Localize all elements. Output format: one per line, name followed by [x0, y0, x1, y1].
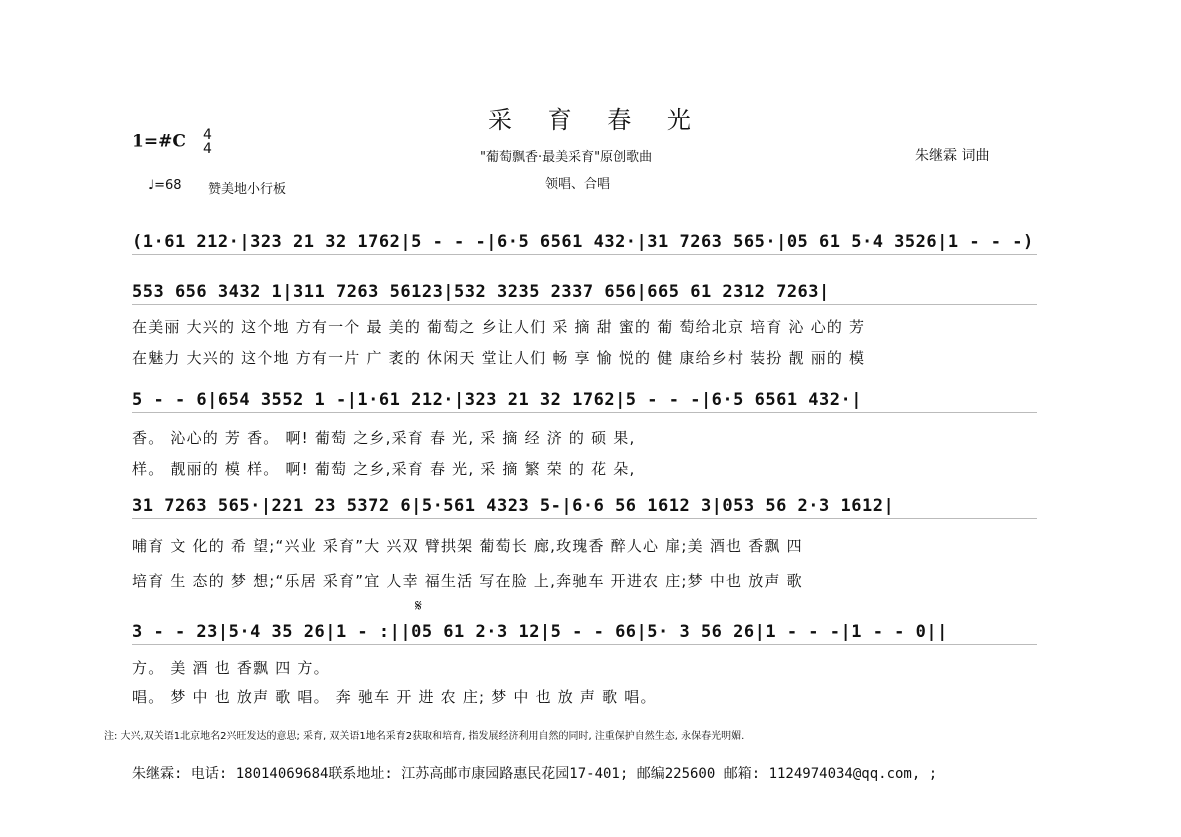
lyric-line-4-verse-1: 哺育 文 化的 希 望;“兴业 采育”大 兴双 臂拱架 葡萄长 廊,玫瑰香 醉人心 扉;美 酒也 香飘 四 — [132, 537, 803, 555]
time-sig-bottom: 4 — [202, 141, 212, 157]
footnote: 注: 大兴,双关语1北京地名2兴旺发达的意思; 采育, 双关语1地名采育2获取和培育, 指发展经济利用自然的同时, 注重保护自然生态, 永保春光明媚. — [104, 731, 745, 742]
staff-line-1: (1·61 212·|323 21 32 1762|5 - - -|6·5 6561 432·|31 7263 565·|05 61 5·4 3526|1 - - -) — [132, 232, 1037, 255]
lyric-line-2-verse-1: 在美丽 大兴的 这个地 方有一个 最 美的 葡萄之 乡让人们 采 摘 甜 蜜的 葡 萄给北京 培育 沁 心的 芳 — [132, 318, 866, 336]
contact-info: 朱继霖: 电话: 18014069684联系地址: 江苏高邮市康园路惠民花园17-401; 邮编225600 邮箱: 1124974034@qq.com, ; — [132, 766, 938, 782]
time-signature — [203, 128, 212, 156]
lyric-line-4-verse-2: 培育 生 态的 梦 想;“乐居 采育”宜 人幸 福生活 写在脸 上,奔驰车 开进农 庄;梦 中也 放声 歌 — [132, 572, 803, 590]
tempo-marking: ♩=68 — [148, 178, 182, 193]
staff-line-2: 553 656 3432 1|311 7263 56123|532 3235 2337 656|665 61 2312 7263| — [132, 282, 1037, 305]
lyric-line-3-verse-1: 香。 沁心的 芳 香。 啊! 葡萄 之乡,采育 春 光, 采 摘 经 济 的 硕 果, — [132, 429, 636, 447]
staff-line-3: 5 - - 6|654 3552 1 -|1·61 212·|323 21 32 1762|5 - - -|6·5 6561 432·| — [132, 390, 1037, 413]
key-signature-block — [132, 128, 212, 156]
key-signature: 1=#C — [132, 131, 186, 152]
staff-line-5: 3 - - 23|5·4 35 26|1 - :||05 61 2·3 12|5 - - 66|5· 3 56 26|1 - - -|1 - - 0|| — [132, 622, 1037, 645]
performance-type: 领唱、合唱 — [545, 177, 611, 192]
lyric-line-5-verse-2: 唱。 梦 中 也 放声 歌 唱。 奔 驰车 开 进 农 庄; 梦 中 也 放 声 歌 唱。 — [132, 688, 657, 706]
lyric-line-5-verse-1: 方。 美 酒 也 香飘 四 方。 — [132, 659, 330, 677]
lyric-line-3-verse-2: 样。 靓丽的 模 样。 啊! 葡萄 之乡,采育 春 光, 采 摘 繁 荣 的 花 朵, — [132, 460, 636, 478]
staff-line-4: 31 7263 565·|221 23 5372 6|5·561 4323 5-|6·6 56 1612 3|053 56 2·3 1612| — [132, 496, 1037, 519]
lyric-line-2-verse-2: 在魅力 大兴的 这个地 方有一片 广 袤的 休闲天 堂让人们 畅 享 愉 悦的 健 康给乡村 装扮 靓 丽的 模 — [132, 349, 866, 367]
time-sig-top: 4 — [202, 127, 212, 143]
tempo-text: 赞美地小行板 — [208, 182, 287, 197]
song-title: 采 育 春 光 — [488, 106, 705, 134]
author-credit: 朱继霖 词曲 — [915, 148, 990, 164]
segno-sign: 𝄋 — [415, 596, 422, 615]
song-subtitle: "葡萄飘香·最美采育"原创歌曲 — [480, 150, 653, 165]
